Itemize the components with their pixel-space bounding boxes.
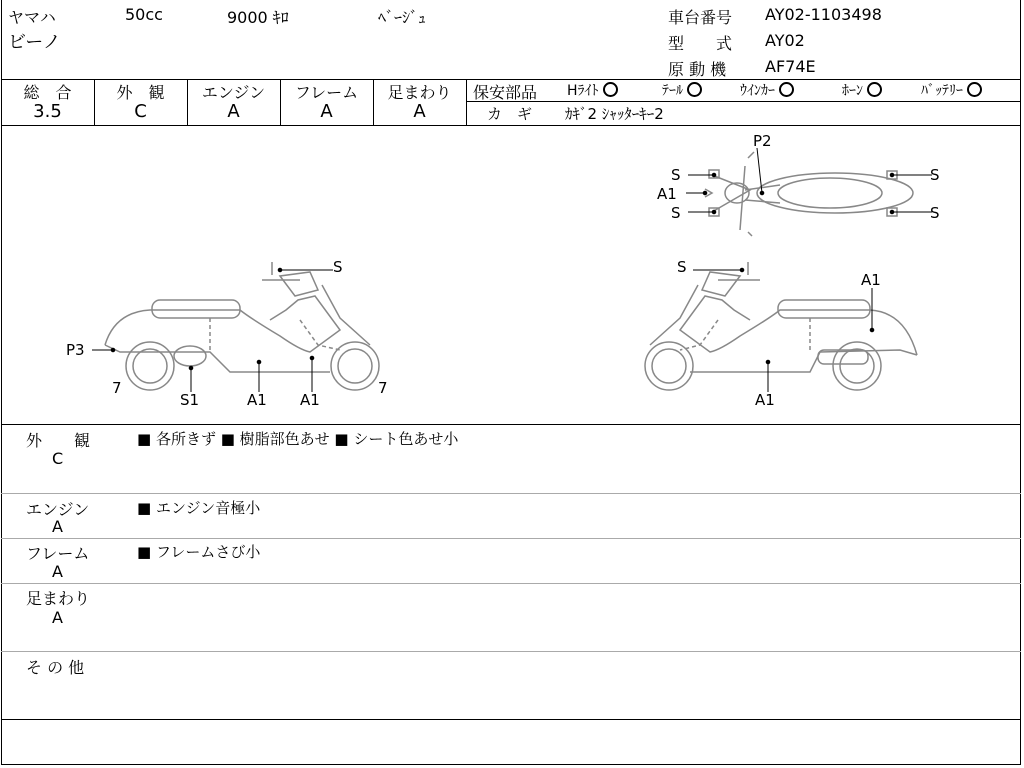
type-label: 型 式 xyxy=(668,34,733,53)
damage-point xyxy=(111,348,115,352)
displacement: 50cc xyxy=(125,5,163,24)
ok-circle-icon xyxy=(603,82,618,97)
remark-notes-exterior: ■ 各所きず ■ 樹脂部色あせ ■ シート色あせ小 xyxy=(137,430,459,448)
grade-label-overall: 総 合 xyxy=(23,83,72,102)
grade-value-suspension: A xyxy=(413,101,426,122)
safety-item-winker: ｳｲﾝｶｰ xyxy=(740,80,794,100)
remark-grade-exterior: C xyxy=(52,449,64,468)
scooter-left-view xyxy=(105,262,379,390)
damage-point xyxy=(257,360,261,364)
remark-grade-engine: A xyxy=(52,517,63,536)
remark-divider xyxy=(1,651,1021,652)
damage-diagram xyxy=(0,126,1024,424)
safety-item-horn: ﾎｰﾝ xyxy=(842,80,882,100)
scooter-top-view xyxy=(705,152,913,236)
key-label: カ ギ xyxy=(487,105,533,123)
grade-col-divider xyxy=(466,79,467,125)
remark-category-suspension: 足まわり xyxy=(26,589,91,608)
mark-a1: A1 xyxy=(755,391,775,409)
damage-point xyxy=(766,360,770,364)
damage-point xyxy=(890,173,894,177)
remark-notes-engine: ■ エンジン音極小 xyxy=(137,499,261,517)
grade-value-engine: A xyxy=(227,101,240,122)
damage-point xyxy=(890,210,894,214)
model-name: ビーノ xyxy=(8,32,61,53)
safety-divider xyxy=(467,101,1021,102)
remark-divider xyxy=(1,538,1021,539)
damage-point xyxy=(870,328,874,332)
ok-circle-icon xyxy=(687,82,702,97)
remark-divider xyxy=(1,583,1021,584)
type-value: AY02 xyxy=(765,31,805,50)
grade-label-exterior: 外 観 xyxy=(116,83,165,102)
safety-item-battery: ﾊﾞｯﾃﾘｰ xyxy=(921,80,982,100)
damage-point xyxy=(740,268,744,272)
mark-s: S xyxy=(671,166,681,184)
remark-grade-suspension: A xyxy=(52,608,63,627)
ok-circle-icon xyxy=(779,82,794,97)
chassis-label: 車台番号 xyxy=(668,8,733,27)
safety-item-tail: ﾃｰﾙ xyxy=(662,80,702,100)
mark-a1: A1 xyxy=(300,391,320,409)
mark-7: 7 xyxy=(112,379,122,397)
damage-point xyxy=(712,210,716,214)
remark-divider xyxy=(1,493,1021,494)
grade-label-frame: フレーム xyxy=(294,83,359,102)
key-value: ｶｷﾞ2 ｼｬｯﾀｰｷｰ2 xyxy=(565,105,664,123)
grade-value-frame: A xyxy=(320,101,333,122)
mark-s: S xyxy=(930,166,940,184)
damage-point xyxy=(278,268,282,272)
remark-grade-frame: A xyxy=(52,562,63,581)
mark-s: S xyxy=(333,258,343,276)
grade-value-exterior: C xyxy=(134,101,147,122)
damage-point xyxy=(760,191,764,195)
mark-a1: A1 xyxy=(657,185,677,203)
grade-value-overall: 3.5 xyxy=(33,101,62,122)
maker: ヤマハ xyxy=(8,8,56,27)
damage-point xyxy=(310,356,314,360)
diagram-bottom-line xyxy=(1,424,1021,425)
ok-circle-icon xyxy=(967,82,982,97)
mark-s: S xyxy=(677,258,687,276)
mark-a1: A1 xyxy=(861,271,881,289)
damage-point xyxy=(703,191,707,195)
mark-7: 7 xyxy=(378,379,388,397)
grade-label-suspension: 足まわり xyxy=(387,83,452,102)
mileage: 9000 ｷﾛ xyxy=(227,8,289,27)
grade-label-engine: エンジン xyxy=(201,83,266,102)
chassis-value: AY02-1103498 xyxy=(765,5,882,24)
remark-category-engine: エンジン xyxy=(26,500,90,519)
remark-notes-frame: ■ フレームさび小 xyxy=(137,543,261,561)
mark-s: S xyxy=(671,204,681,222)
damage-point xyxy=(189,366,193,370)
remark-category-frame: フレーム xyxy=(26,544,90,563)
ok-circle-icon xyxy=(867,82,882,97)
remark-category-exterior: 外 観 xyxy=(26,431,91,450)
mark-p2: P2 xyxy=(753,132,772,150)
engine-label: 原 動 機 xyxy=(668,60,727,79)
engine-value: AF74E xyxy=(765,57,816,76)
mark-s: S xyxy=(930,204,940,222)
mark-s1: S1 xyxy=(180,391,200,409)
safety-item-headlight: Hﾗｲﾄ xyxy=(567,80,618,100)
damage-point xyxy=(712,173,716,177)
mark-p3: P3 xyxy=(66,341,85,359)
remark-category-other: そ の 他 xyxy=(26,658,85,677)
mark-a1: A1 xyxy=(247,391,267,409)
color: ﾍﾞｰｼﾞｭ xyxy=(378,8,427,27)
safety-label: 保安部品 xyxy=(473,83,538,102)
remark-bottom-line xyxy=(1,719,1021,720)
